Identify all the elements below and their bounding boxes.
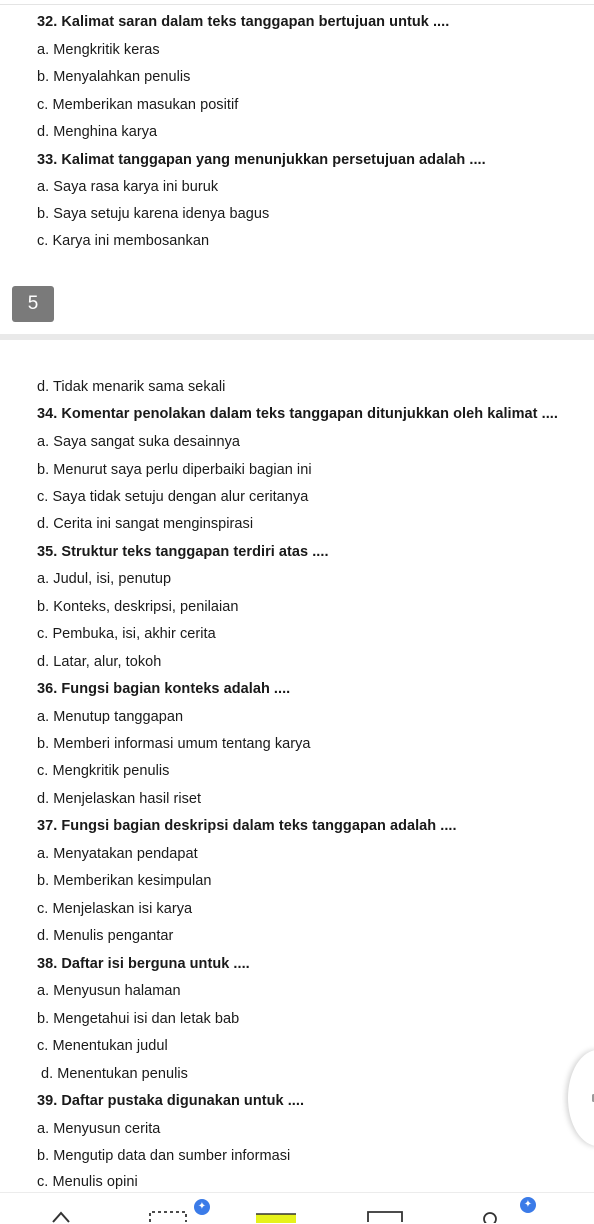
option-35-d: d. Latar, alur, tokoh: [37, 654, 162, 670]
dashed-rect-icon[interactable]: [148, 1209, 188, 1223]
option-34-b: b. Menurut saya perlu diperbaiki bagian ini: [37, 462, 312, 478]
question-37: 37. Fungsi bagian deskripsi dalam teks tanggapan adalah ....: [37, 818, 457, 834]
option-34-a: a. Saya sangat suka desainnya: [37, 434, 240, 450]
option-35-c: c. Pembuka, isi, akhir cerita: [37, 626, 216, 642]
option-38-b: b. Mengetahui isi dan letak bab: [37, 1011, 240, 1027]
triangle-icon[interactable]: [50, 1209, 72, 1223]
page-separator: [0, 334, 594, 340]
option-33-a: a. Saya rasa karya ini buruk: [37, 179, 219, 195]
option-38-d: d. Menentukan penulis: [41, 1066, 188, 1082]
option-37-b: b. Memberikan kesimpulan: [37, 873, 212, 889]
question-34: 34. Komentar penolakan dalam teks tanggapan ditunjukkan oleh kalimat ....: [37, 406, 558, 422]
option-39-b: b. Mengutip data dan sumber informasi: [37, 1148, 291, 1164]
option-36-a: a. Menutup tanggapan: [37, 709, 184, 725]
sparkle-badge-icon-2: ✦: [520, 1197, 536, 1213]
option-33-d: d. Tidak menarik sama sekali: [37, 379, 226, 395]
option-39-c: c. Menulis opini: [37, 1174, 138, 1190]
question-35: 35. Struktur teks tanggapan terdiri atas ....: [37, 544, 329, 560]
option-32-a: a. Mengkritik keras: [37, 42, 160, 58]
option-38-c: c. Menentukan judul: [37, 1038, 168, 1054]
question-33: 33. Kalimat tanggapan yang menunjukkan persetujuan adalah ....: [37, 152, 486, 168]
page-number-badge[interactable]: 5: [12, 286, 54, 322]
option-36-c: c. Mengkritik penulis: [37, 763, 170, 779]
option-36-b: b. Memberi informasi umum tentang karya: [37, 736, 311, 752]
option-33-b: b. Saya setuju karena idenya bagus: [37, 206, 270, 222]
question-32: 32. Kalimat saran dalam teks tanggapan bertujuan untuk ....: [37, 14, 450, 30]
option-33-c: c. Karya ini membosankan: [37, 233, 210, 249]
top-divider: [0, 4, 594, 5]
question-36: 36. Fungsi bagian konteks adalah ....: [37, 681, 291, 697]
option-34-c: c. Saya tidak setuju dengan alur ceritanya: [37, 489, 309, 505]
option-32-b: b. Menyalahkan penulis: [37, 69, 191, 85]
option-35-a: a. Judul, isi, penutup: [37, 571, 172, 587]
option-35-b: b. Konteks, deskripsi, penilaian: [37, 599, 239, 615]
option-37-d: d. Menulis pengantar: [37, 928, 174, 944]
option-38-a: a. Menyusun halaman: [37, 983, 181, 999]
side-panel-handle[interactable]: [568, 1050, 594, 1146]
option-36-d: d. Menjelaskan hasil riset: [37, 791, 202, 807]
sparkle-badge-icon: ✦: [194, 1199, 210, 1215]
option-32-c: c. Memberikan masukan positif: [37, 97, 239, 113]
option-39-a: a. Menyusun cerita: [37, 1121, 161, 1137]
bracket-icon[interactable]: [366, 1209, 404, 1223]
question-39: 39. Daftar pustaka digunakan untuk ....: [37, 1093, 305, 1109]
option-37-c: c. Menjelaskan isi karya: [37, 901, 193, 917]
question-38: 38. Daftar isi berguna untuk ....: [37, 956, 250, 972]
highlighter-icon[interactable]: [254, 1209, 298, 1223]
lasso-icon[interactable]: [480, 1209, 500, 1223]
option-37-a: a. Menyatakan pendapat: [37, 846, 198, 862]
option-32-d: d. Menghina karya: [37, 124, 158, 140]
annotation-toolbar: [0, 1192, 594, 1224]
option-34-d: d. Cerita ini sangat menginspirasi: [37, 516, 254, 532]
